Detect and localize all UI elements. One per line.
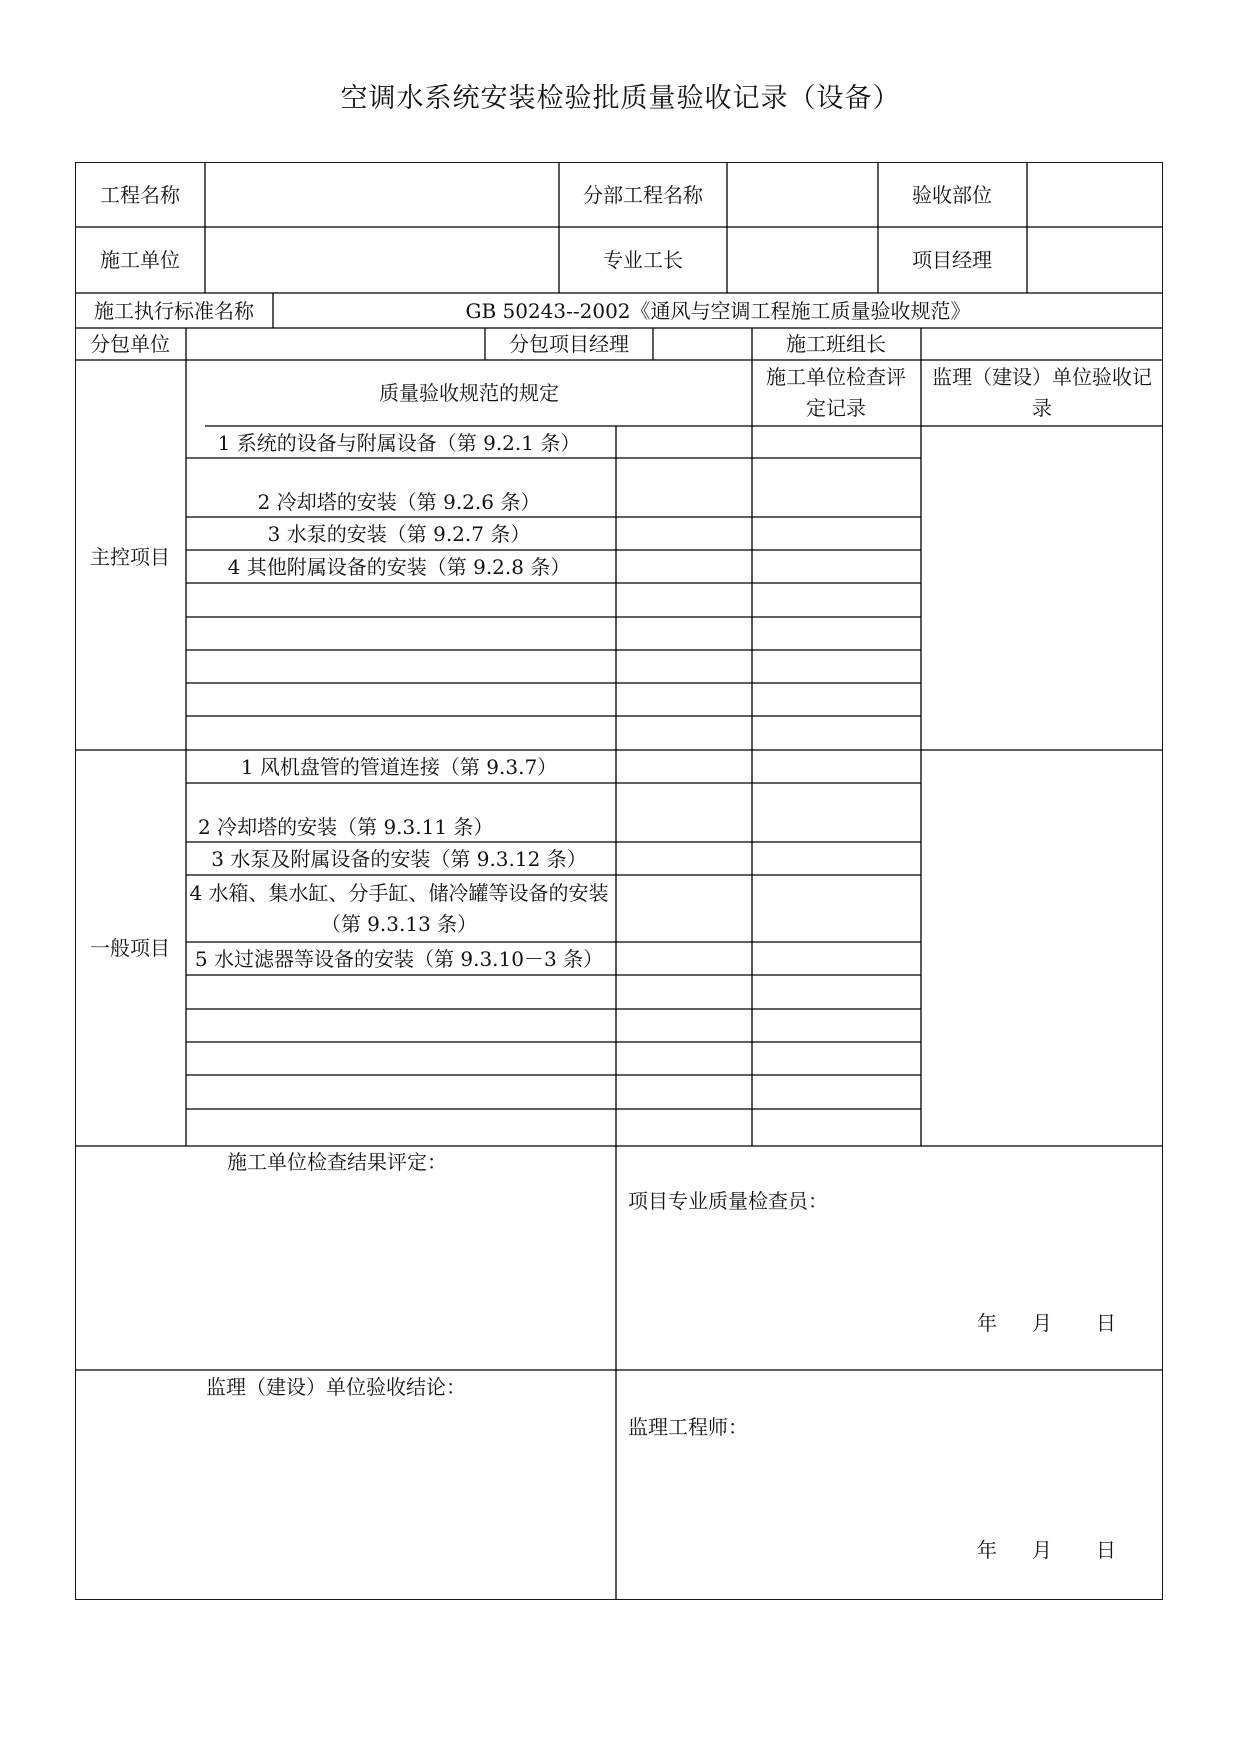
label-subcontract-manager: 分包项目经理 <box>509 332 629 356</box>
label-sub-project-name: 分部工程名称 <box>583 183 703 207</box>
page-title: 空调水系统安装检验批质量验收记录（设备） <box>340 83 901 114</box>
standard-value: GB 50243--2002《通风与空调工程施工质量验收规范》 <box>465 299 971 323</box>
main-item-1: 1 系统的设备与附属设备（第 9.2.1 条） <box>217 431 581 455</box>
date-day-2: 日 <box>1096 1538 1116 1562</box>
quality-inspector-label: 项目专业质量检查员： <box>628 1189 828 1213</box>
date-month-1: 月 <box>1032 1311 1052 1335</box>
date-month-2: 月 <box>1032 1538 1052 1562</box>
main-item-3: 3 水泵的安装（第 9.2.7 条） <box>267 522 531 546</box>
main-item-4: 4 其他附属设备的安装（第 9.2.8 条） <box>227 555 571 579</box>
general-item-3: 3 水泵及附属设备的安装（第 9.3.12 条） <box>211 847 587 871</box>
main-item-2: 2 冷却塔的安装（第 9.2.6 条） <box>257 490 541 514</box>
label-acceptance-part: 验收部位 <box>912 183 992 207</box>
supervisor-conclusion-label: 监理（建设）单位验收结论： <box>206 1375 466 1399</box>
section-general: 一般项目 <box>90 936 170 960</box>
label-specialty-foreman: 专业工长 <box>603 248 683 272</box>
label-standard: 施工执行标准名称 <box>94 299 254 323</box>
contractor-result-label: 施工单位检查结果评定： <box>227 1150 447 1174</box>
date-day-1: 日 <box>1096 1311 1116 1335</box>
general-item-5: 5 水过滤器等设备的安装（第 9.3.10－3 条） <box>194 947 604 971</box>
label-project-name: 工程名称 <box>100 183 180 207</box>
general-item-1: 1 风机盘管的管道连接（第 9.3.7） <box>240 755 558 779</box>
date-year-2: 年 <box>977 1538 997 1562</box>
column-contractor-check: 施工单位检查评定记录 <box>766 365 906 420</box>
acceptance-form <box>75 162 1163 1600</box>
general-item-2: 2 冷却塔的安装（第 9.3.11 条） <box>198 815 494 839</box>
supervising-engineer-label: 监理工程师： <box>628 1415 748 1439</box>
label-project-manager: 项目经理 <box>912 248 992 272</box>
label-subcontract-unit: 分包单位 <box>90 332 170 356</box>
column-supervisor-check: 监理（建设）单位验收记录 <box>932 365 1152 420</box>
label-team-leader: 施工班组长 <box>786 332 886 356</box>
label-construction-unit: 施工单位 <box>100 248 180 272</box>
general-item-4: 4 水箱、集水缸、分手缸、储冷罐等设备的安装（第 9.3.13 条） <box>189 881 609 936</box>
date-year-1: 年 <box>977 1311 997 1335</box>
section-main-control: 主控项目 <box>90 545 170 569</box>
column-spec: 质量验收规范的规定 <box>379 381 559 405</box>
